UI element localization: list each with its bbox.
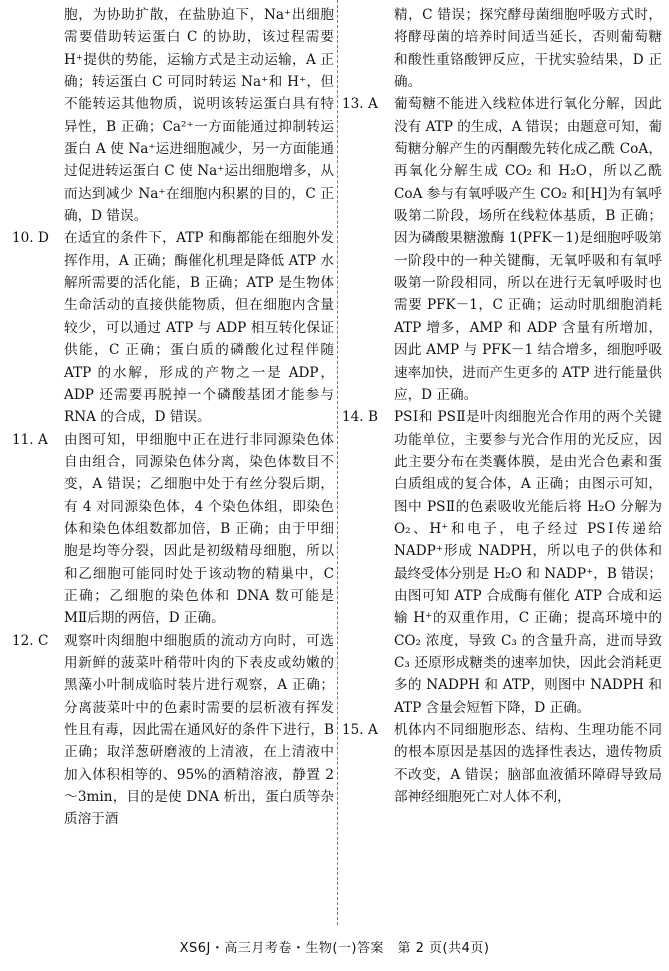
question-number: 11. A [12,431,48,448]
question-number: 14. B [342,409,378,426]
answer-explanation: 机体内不同细胞形态、结构、生理功能不同的根本原因是基因的选择性表达，遗传物质不改变，A 错误；脑部血液循环障碍导致局部神经细胞死亡对人体不利， [394,722,662,806]
question-number: 13. A [342,96,378,113]
answer-item-15 [342,719,662,808]
answer-explanation: 葡萄糖不能进入线粒体进行氧化分解，因此没有 ATP 的生成，A 错误；由题意可知，葡萄糖分解产生的丙酮酸先转化成乙酰 CoA，再氧化分解生成 CO₂ 和 H₂O，所以乙酰 CoA 参与有氧呼吸产生 CO₂ 和[H]为有氧呼吸第二阶段，场所在线粒体基质，B 正确；因为磷酸果糖激酶 1(PFK－1)是细胞呼吸第一阶段中的一种关键酶，无氧呼吸和有氧呼吸第一阶段相同，所以在进行无氧呼吸时也需要 PFK－1，C 正确；运动时肌细胞消耗 ATP 增多，AMP 和 ADP 含量有所增加，因此 AMP 与 PFK－1 结合增多，细胞呼吸速率加快，进而产生更多的 ATP 进行能量供应，D 正确。 [394,96,662,403]
answer-item-12 [12,630,334,831]
column-divider [337,0,338,925]
answer-item-14 [342,406,662,719]
answer-explanation: 由图可知，甲细胞中正在进行非同源染色体自由组合，同源染色体分离，染色体数目不变，A 错误；乙细胞中处于有丝分裂后期，有 4 对同源染色体，4 个染色体组，即染色体和染色体组数都加倍，B 正确；由于甲细胞是均等分裂，因此是初级精母细胞，所以和乙细胞可能同时处于该动物的精巢中，C 正确；乙细胞的染色体和 DNA 数可能是 MⅡ后期的两倍，D 正确。 [64,431,334,627]
answer-item-11 [12,429,334,630]
answer-explanation: PSⅠ和 PSⅡ是叶肉细胞光合作用的两个关键功能单位，主要参与光合作用的光反应，因此主要分布在类囊体膜，是由光合色素和蛋白质组成的复合体，A 正确；由图示可知，图中 PSⅡ的色素吸收光能后将 H₂O 分解为 O₂、H⁺和电子，电子经过 PSⅠ传递给 NADP⁺形成 NADPH，所以电子的供体和最终受体分别是 H₂O 和 NADP⁺，B 错误；由图可知 ATP 合成酶有催化 ATP 合成和运输 H⁺的双重作用，C 正确；提高环境中的 CO₂ 浓度，导致 C₃ 的含量升高，进而导致 C₃ 还原形成糖类的速率加快，因此会消耗更多的 NADPH 和 ATP，则图中 NADPH 和 ATP 含量会短暂下降，D 正确。 [394,409,662,716]
left-column [12,4,334,831]
answer-explanation: 在适宜的条件下，ATP 和酶都能在细胞外发挥作用，A 正确；酶催化机理是降低 ATP 水解所需要的活化能，B 正确；ATP 是生物体生命活动的直接供能物质，但在细胞内含量较少，可以通过 ATP 与 ADP 相互转化保证供能，C 正确；蛋白质的磷酸化过程伴随 ATP 的水解，形成的产物之一是 ADP，ADP 还需要再脱掉一个磷酸基团才能参与 RNA 的合成，D 错误。 [64,230,334,426]
continued-paragraph: 胞，为协助扩散，在盐胁迫下，Na⁺出细胞需要借助转运蛋白 C 的协助，该过程需要 H⁺提供的势能，运输方式是主动运输，A 正确；转运蛋白 C 可同时转运 Na⁺和 H⁺，但不能转运其他物质，说明该转运蛋白具有特异性，B 正确；Ca²⁺一方面能通过抑制转运蛋白 A 使 Na⁺运进细胞减少，另一方面能通过促进转运蛋白 C 使 Na⁺运出细胞增多，从而达到减少 Na⁺在细胞内积累的目的，C 正确，D 错误。 [64,7,334,225]
question-number: 10. D [12,230,49,247]
answer-item-10 [12,227,334,428]
continued-paragraph: 精，C 错误；探究酵母菌细胞呼吸方式时，将酵母菌的培养时间适当延长，否则葡萄糖和酸性重铬酸钾反应，干扰实验结果，D 正确。 [394,7,662,91]
answer-explanation: 观察叶肉细胞中细胞质的流动方向时，可选用新鲜的菠菜叶稍带叶肉的下表皮或幼嫩的黑藻小叶制成临时装片进行观察，A 正确；分离菠菜叶中的色素时需要的层析液有挥发性且有毒，因此需在通风好的条件下进行，B 正确；取洋葱研磨液的上清液，在上清液中加入体积相等的、95%的酒精溶液，静置 2～3min，目的是使 DNA 析出，蛋白质等杂质溶于酒 [64,632,334,828]
page-footer: XS6J・高三月考卷・生物(一)答案 第 2 页(共4页) [179,941,490,956]
question-number: 12. C [12,632,49,649]
right-column [342,4,662,808]
answer-item-13 [342,93,662,406]
question-number: 15. A [342,722,378,738]
